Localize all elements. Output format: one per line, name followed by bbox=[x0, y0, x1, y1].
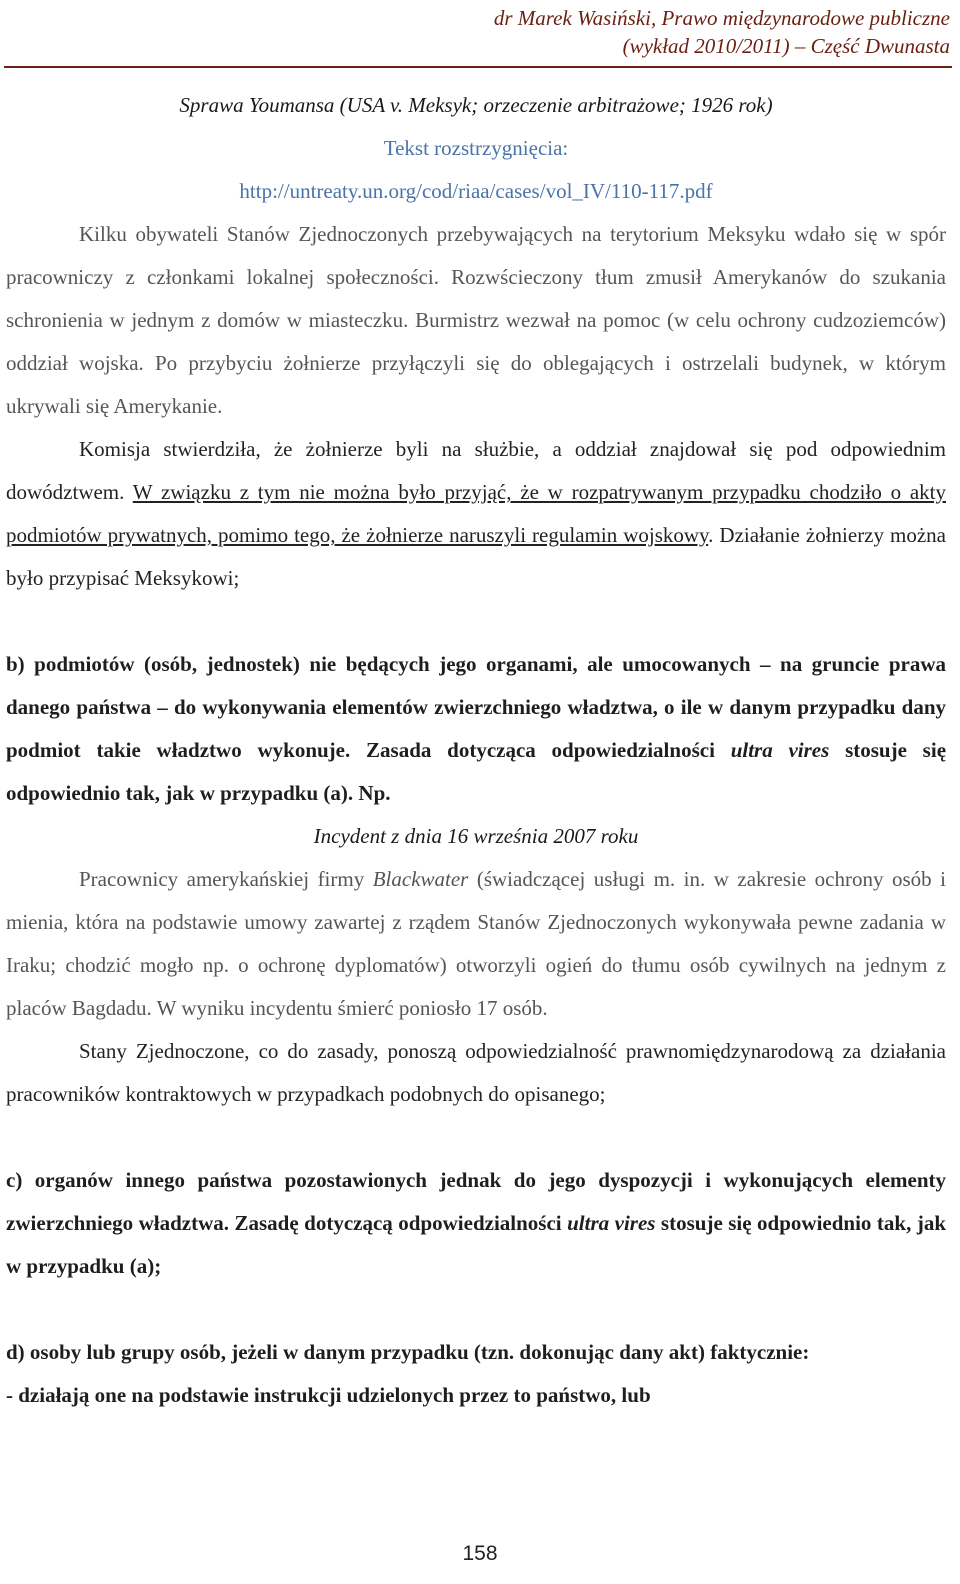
ultra-vires-term: ultra vires bbox=[567, 1211, 656, 1235]
ruling-text-label: Tekst rozstrzygnięcia: bbox=[383, 136, 569, 160]
underlined-conclusion: W związku z tym nie można było przyjąć, że w rozpatrywanym przypadku chodziło o akty podmiotów prywatnych, pomimo tego, że żołnierze naruszyli regulamin wojskowy bbox=[6, 480, 947, 547]
point-d-paragraph: d) osoby lub grupy osób, jeżeli w danym przypadku (tzn. dokonując dany akt) faktycznie: bbox=[6, 1340, 810, 1364]
header-author-line: dr Marek Wasiński, Prawo międzynarodowe publiczne bbox=[493, 6, 950, 30]
page-number: 158 bbox=[462, 1542, 498, 1565]
attribution-text: . Działanie żołnierzy można było przypisać Meksykowi; bbox=[6, 523, 946, 590]
youmans-facts-paragraph: Kilku obywateli Stanów Zjednoczonych przebywających na terytorium Meksyku wdało się w spór pracowniczy z członkami lokalnej społeczności. Rozwścieczony tłum zmusił Amerykanów do szukania schronienia w jednym z domów w miasteczku. Burmistrz wezwał na pomoc (w celu ochrony cudzoziemców) oddział wojska. Po przybyciu żołnierze przyłączyli się do oblegających i ostrzelali budynek, w którym ukrywali się Amerykanie. bbox=[6, 222, 946, 418]
point-c-paragraph bbox=[6, 1159, 946, 1288]
us-responsibility-paragraph: Stany Zjednoczone, co do zasady, ponoszą odpowiedzialność prawnomiędzynarodową za działania pracowników kontraktowych w przypadkach podobnych do opisanego; bbox=[6, 1039, 946, 1106]
page-header bbox=[0, 0, 960, 60]
point-d-subitem: - działają one na podstawie instrukcji udzielonych przez to państwo, lub bbox=[6, 1383, 651, 1407]
point-c-text: c) organów innego państwa pozostawionych jednak do jego dyspozycji i wykonujących elementy zwierzchniego władztwa. Zasadę dotyczącą odpowiedzialności bbox=[6, 1168, 946, 1235]
point-b-paragraph bbox=[6, 643, 946, 815]
spacer bbox=[6, 1116, 946, 1159]
spacer bbox=[6, 1288, 946, 1331]
commission-finding-text: Komisja stwierdziła, że żołnierze byli na służbie, a oddział znajdował się pod odpowiednim dowództwem. bbox=[6, 437, 946, 504]
youmans-commission-paragraph bbox=[6, 428, 946, 600]
case-title-blackwater: Incydent z dnia 16 września 2007 roku bbox=[313, 824, 639, 848]
company-name: Blackwater bbox=[372, 867, 469, 891]
header-lecture-line: (wykład 2010/2011) – Część Dwunasta bbox=[622, 34, 950, 58]
spacer bbox=[6, 600, 946, 643]
point-b-text: b) podmiotów (osób, jednostek) nie będących jego organami, ale umocowanych – na gruncie prawa danego państwa – do wykonywania elementów zwierzchniego władztwa, o ile w danym przypadku dany podmiot takie władztwo wykonuje. Zasada dotycząca odpowiedzialności bbox=[6, 652, 946, 762]
ultra-vires-term: ultra vires bbox=[730, 738, 830, 762]
blackwater-text-rest: (świadczącej usługi m. in. w zakresie ochrony osób i mienia, która na podstawie umowy zawartej z rządem Stanów Zjednoczonych wykonywała pewne zadania w Iraku; chodzić mogło np. o ochronę dyplomatów) otworzyli ogień do tłumu osób cywilnych na jednym z placów Bagdadu. W wyniku incydentu śmierć poniosło 17 osób. bbox=[6, 867, 946, 1020]
blackwater-text-start: Pracownicy amerykańskiej firmy bbox=[79, 867, 373, 891]
case-title-youmans: Sprawa Youmansa (USA v. Meksyk; orzeczenie arbitrażowe; 1926 rok) bbox=[179, 93, 773, 117]
blackwater-facts-paragraph bbox=[6, 858, 946, 1030]
header-rule bbox=[4, 66, 952, 68]
ruling-text-link[interactable]: http://untreaty.un.org/cod/riaa/cases/vol_IV/110-117.pdf bbox=[239, 179, 713, 203]
document-body bbox=[6, 84, 946, 1417]
point-c-text-end: stosuje się odpowiednio tak, jak w przypadku (a); bbox=[6, 1211, 946, 1278]
point-b-text-end: stosuje się odpowiednio tak, jak w przypadku (a). Np. bbox=[6, 738, 947, 805]
